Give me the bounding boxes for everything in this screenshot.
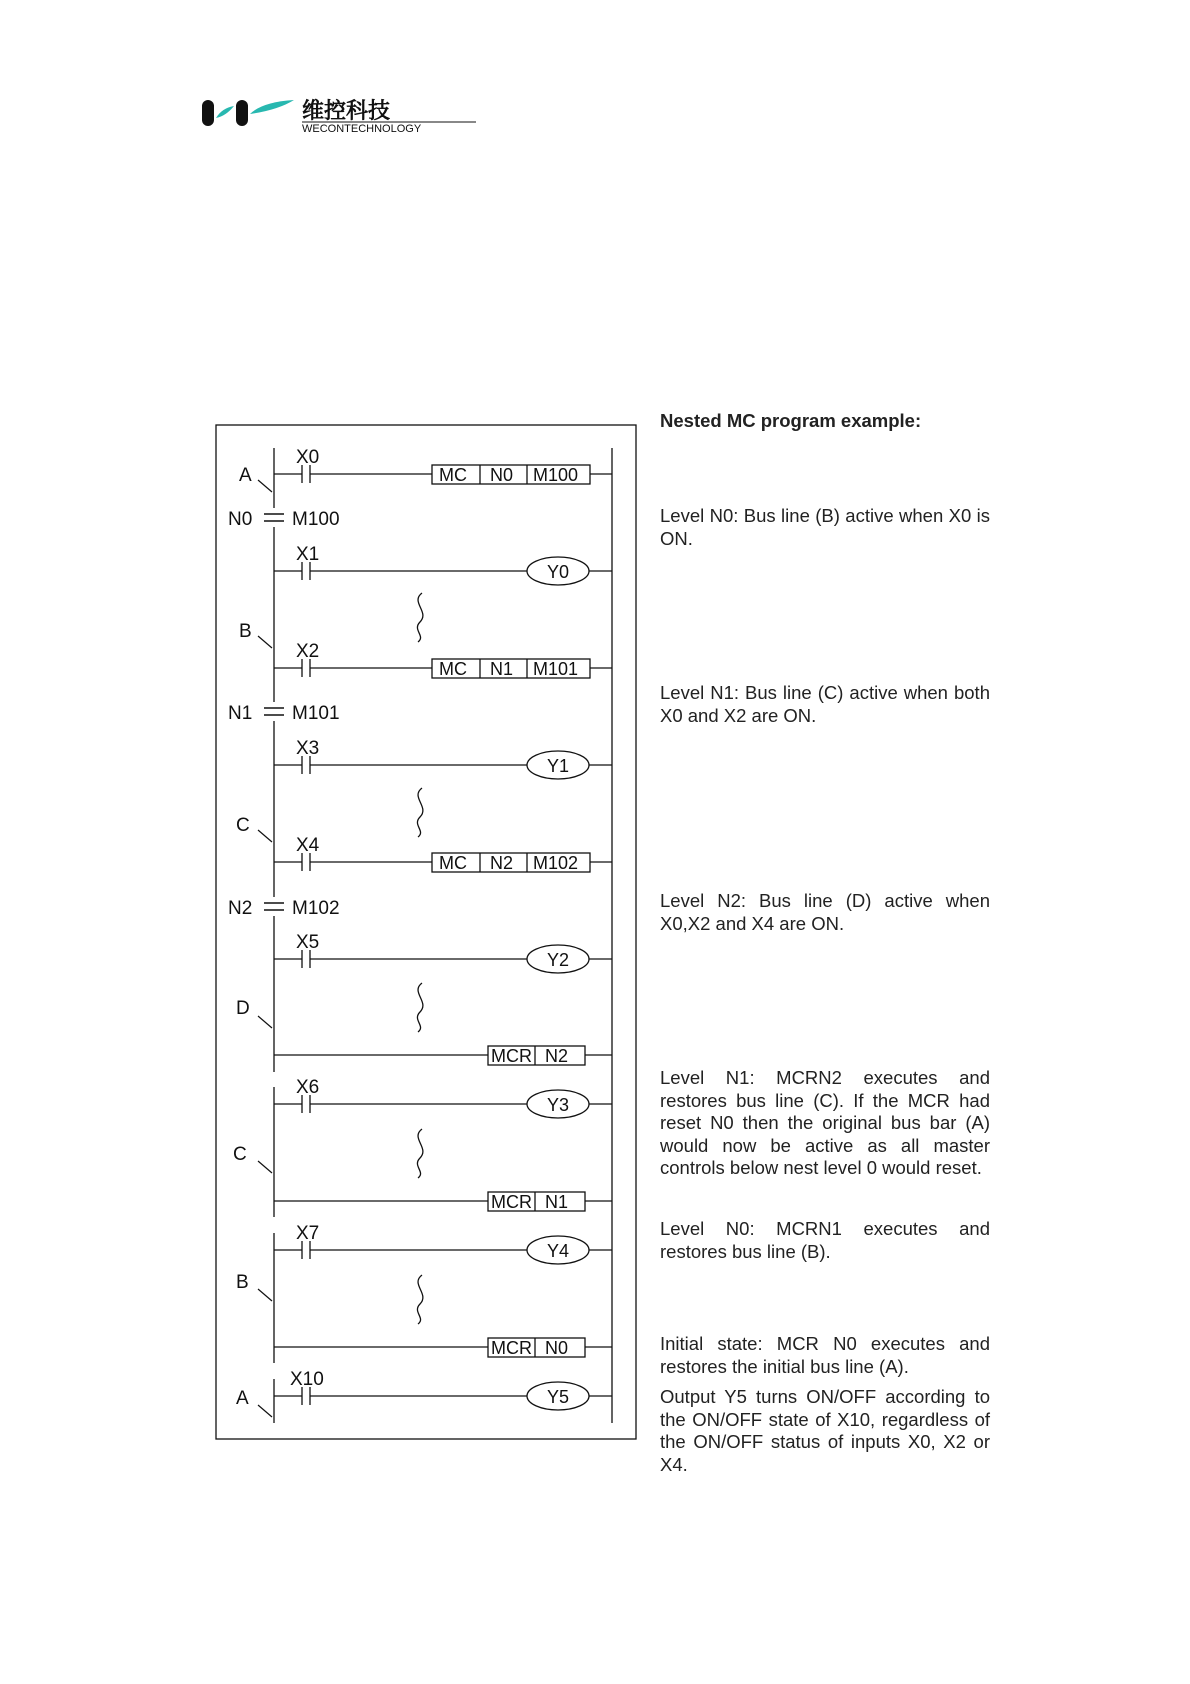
rung-y4 (274, 1223, 612, 1264)
bus-letter-ticks (258, 480, 272, 1417)
mcr-op-label: MCR (491, 1046, 532, 1066)
contact-label-x6: X6 (296, 1077, 320, 1098)
note-mcr-n0 (660, 1333, 990, 1378)
note-text: Level N2: Bus line (D) active when X0,X2 and X4 are ON. (660, 890, 990, 934)
mcr-op-label: MCR (491, 1192, 532, 1212)
contact-label-x5: X5 (296, 932, 320, 953)
mcr-nest-label: N2 (545, 1046, 569, 1066)
rung-y5 (236, 1369, 612, 1410)
bus-label-a: A (239, 465, 252, 486)
nest-level-label: N0 (228, 509, 253, 530)
rung-mc-n1 (274, 641, 612, 679)
contact-label-x7: X7 (296, 1223, 320, 1244)
rung-mc-n0 (239, 447, 612, 486)
mc-op-label: MC (439, 853, 467, 873)
contact-label-x0: X0 (296, 447, 320, 468)
diagram-frame (216, 425, 636, 1439)
mc-nest-label: N2 (490, 853, 514, 873)
mcr-nest-label: N0 (545, 1338, 569, 1358)
contact-label-x2: X2 (296, 641, 320, 662)
rung-mcr-n2 (274, 1046, 612, 1066)
logo-chinese-name: 维控科技 (302, 99, 391, 124)
rung-mcr-n0 (274, 1338, 612, 1358)
mc-relay-label: M102 (533, 853, 579, 873)
bus-label-c-restored: C (233, 1144, 247, 1165)
note-level-n1 (660, 682, 990, 727)
mc-relay-label: M100 (533, 465, 579, 485)
note-mcr-n1 (660, 1218, 990, 1263)
coil-label-y5: Y5 (546, 1387, 570, 1407)
rung-y1 (274, 738, 612, 779)
contact-label-x10: X10 (290, 1369, 324, 1390)
mc-nest-label: N1 (490, 659, 514, 679)
rung-mcr-n1 (274, 1192, 612, 1212)
break-1 (417, 593, 422, 642)
note-text: Output Y5 turns ON/OFF according to the ON/OFF state of X10, regardless of the ON/OFF status of inputs X0, X2 or X4. (660, 1386, 990, 1475)
notes-title: Nested MC program example: (660, 410, 922, 431)
mc-op-label: MC (439, 465, 467, 485)
bus-label-a-restored: A (236, 1388, 249, 1409)
master-relay-label: M101 (292, 703, 340, 724)
break-5 (417, 1275, 422, 1324)
rung-mc-n2 (274, 835, 612, 873)
break-3 (417, 983, 422, 1032)
bus-label-b: B (239, 621, 252, 642)
coil-label-y3: Y3 (546, 1095, 570, 1115)
master-relay-label: M102 (292, 898, 340, 919)
rung-y2 (274, 932, 612, 973)
note-text: Initial state: MCR N0 executes and restores the initial bus line (A). (660, 1333, 990, 1377)
contact-label-x4: X4 (296, 835, 320, 856)
rung-y0 (274, 544, 612, 585)
note-text: Level N0: MCRN1 executes and restores bus line (B). (660, 1218, 990, 1262)
note-mcr-n2 (660, 1067, 990, 1180)
break-4 (417, 1129, 422, 1178)
coil-label-y2: Y2 (546, 950, 570, 970)
nest-level-label: N1 (228, 703, 253, 724)
mcr-op-label: MCR (491, 1338, 532, 1358)
note-text: Level N1: Bus line (C) active when both X0 and X2 are ON. (660, 682, 990, 726)
mc-nest-label: N0 (490, 465, 514, 485)
contact-label-x1: X1 (296, 544, 320, 565)
note-text: Level N0: Bus line (B) active when X0 is ON. (660, 505, 990, 549)
master-relay-label: M100 (292, 509, 340, 530)
note-level-n0 (660, 505, 990, 550)
mcr-nest-label: N1 (545, 1192, 569, 1212)
logo-english-name: WECONTECHNOLOGY (302, 123, 422, 134)
note-output-y5 (660, 1386, 990, 1476)
bus-label-b-restored: B (236, 1272, 249, 1293)
bus-label-c: C (236, 815, 250, 836)
note-level-n2 (660, 890, 990, 935)
break-2 (417, 788, 422, 837)
rung-y3 (274, 1077, 612, 1118)
coil-label-y1: Y1 (546, 756, 570, 776)
nest-level-label: N2 (228, 898, 253, 919)
coil-label-y4: Y4 (546, 1241, 570, 1261)
coil-label-y0: Y0 (546, 562, 570, 582)
bus-label-d: D (236, 998, 250, 1019)
mc-relay-label: M101 (533, 659, 579, 679)
contact-label-x3: X3 (296, 738, 320, 759)
note-text: Level N1: MCRN2 executes and restores bus line (C). If the MCR had reset N0 then the original bus bar (A) would now be active as all master controls below nest level 0 would reset. (660, 1067, 990, 1178)
mc-op-label: MC (439, 659, 467, 679)
